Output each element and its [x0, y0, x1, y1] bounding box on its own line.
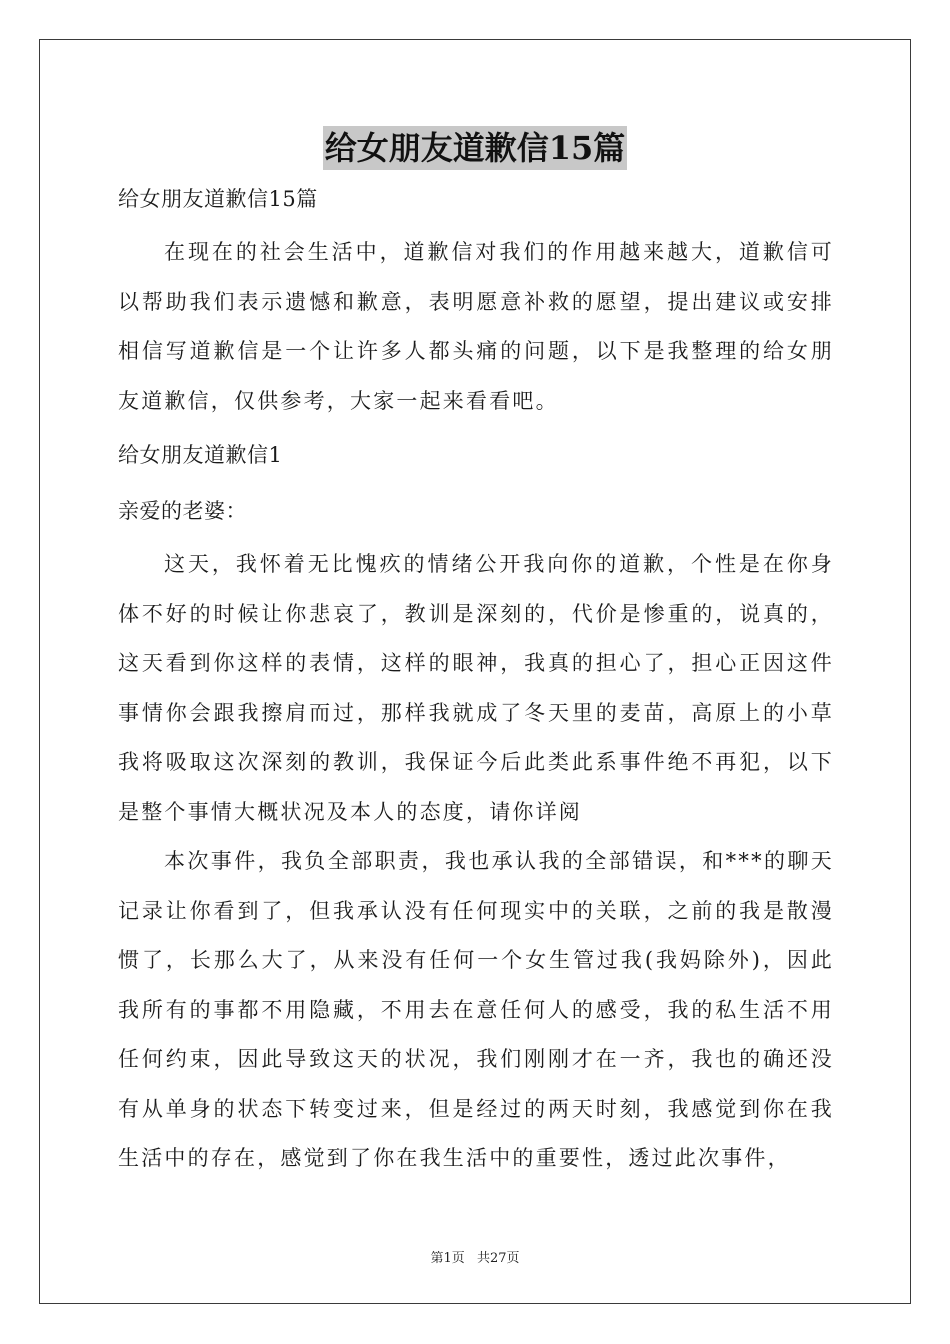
- page-total: 共27页: [476, 1251, 520, 1266]
- document-title: 给女朋友道歉信15篇: [323, 126, 628, 170]
- section-heading: 给女朋友道歉信1: [118, 443, 283, 467]
- intro-paragraph: 在现在的社会生活中，道歉信对我们的作用越来越大，道歉信可以帮助我们表示遗憾和歉意，表明愿意补救的愿望，提出建议或安排相信写道歉信是一个让许多人都头痛的问题，以下是我整理的给女朋友道歉信，仅供参考，大家一起来看看吧。: [118, 240, 834, 413]
- page-number: 第1页: [430, 1251, 465, 1266]
- subtitle: 给女朋友道歉信15篇: [118, 187, 318, 211]
- page-footer: [0, 1247, 950, 1266]
- document-body: [118, 180, 834, 1184]
- salutation: 亲爱的老婆：: [118, 499, 247, 523]
- body-paragraph-2: 本次事件，我负全部职责，我也承认我的全部错误，和***的聊天记录让你看到了，但我承认没有任何现实中的关联，之前的我是散漫惯了，长那么大了，从来没有任何一个女生管过我(我妈除外)，因此我所有的事都不用隐藏，不用去在意任何人的感受，我的私生活不用任何约束，因此导致这天的状况，我们刚刚才在一齐，我也的确还没有从单身的状态下转变过来，但是经过的两天时刻，我感觉到你在我生活中的存在，感觉到了你在我生活中的重要性，透过此次事件，: [118, 849, 834, 1170]
- body-paragraph-1: 这天，我怀着无比愧疚的情绪公开我向你的道歉，个性是在你身体不好的时候让你悲哀了，教训是深刻的，代价是惨重的，说真的，这天看到你这样的表情，这样的眼神，我真的担心了，担心正因这件事情你会跟我擦肩而过，那样我就成了冬天里的麦苗，高原上的小草我将吸取这次深刻的教训，我保证今后此类此系事件绝不再犯，以下是整个事情大概状况及本人的态度，请你详阅: [118, 552, 834, 824]
- title-container: [0, 126, 950, 170]
